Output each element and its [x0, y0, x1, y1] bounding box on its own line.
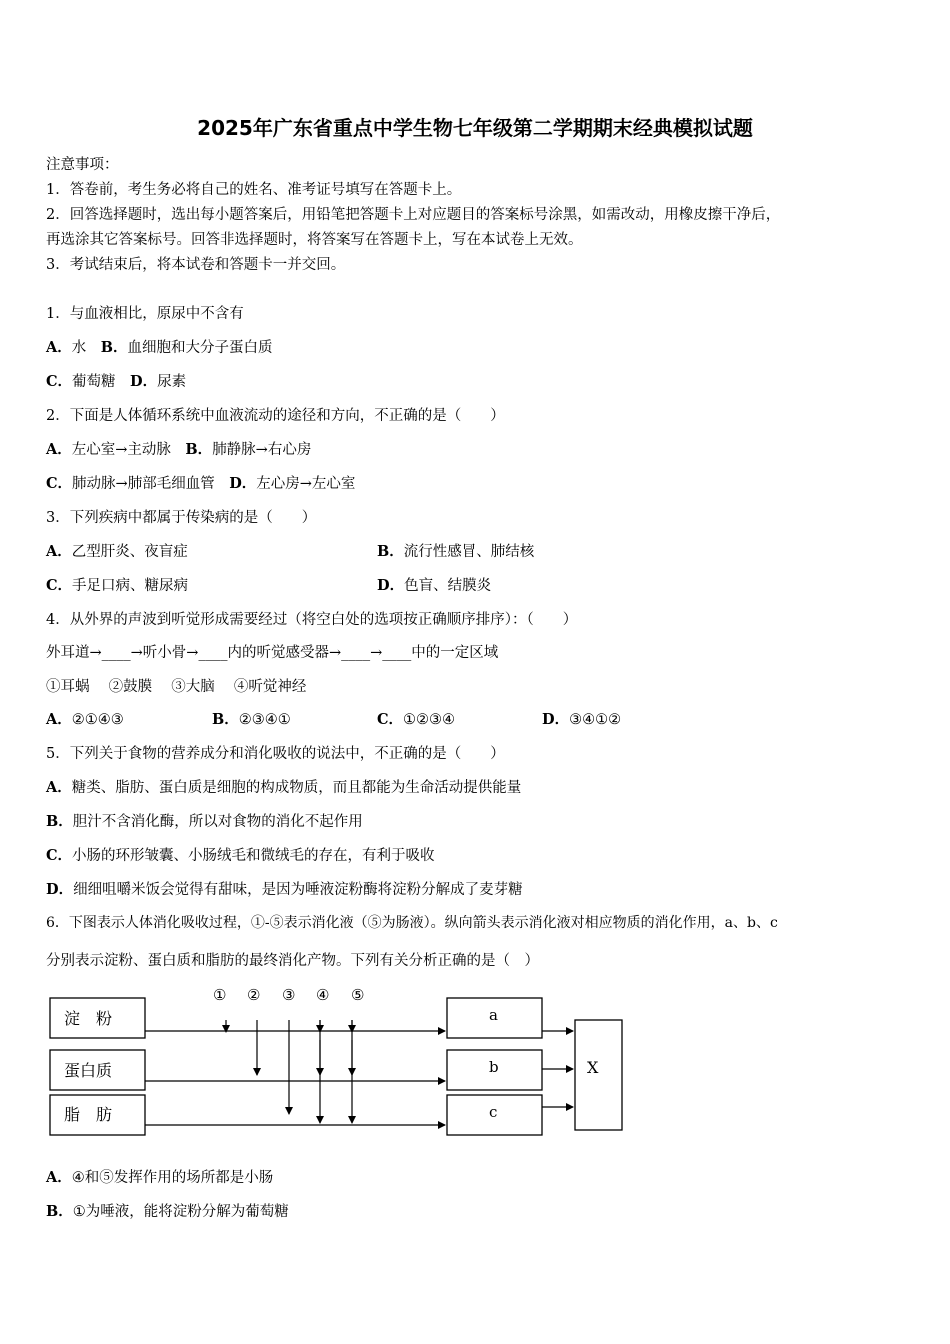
juice-1-label: ①	[213, 986, 227, 1004]
q6-option-b: ①为唾液，能将淀粉分解为葡萄糖	[72, 1204, 289, 1220]
option-label: D．	[377, 577, 405, 594]
q6-option-a: ④和⑤发挥作用的场所都是小肠	[71, 1170, 274, 1186]
option-label: D．	[542, 711, 570, 728]
q2-option-d[interactable]: 左心房→左心室	[256, 476, 356, 492]
q3-option-c-row[interactable]	[46, 574, 188, 595]
juice-3-label: ③	[282, 986, 296, 1004]
option-label: B．	[185, 441, 213, 458]
option-label: A．	[46, 1169, 72, 1186]
q1-options-cd	[46, 370, 186, 391]
q4-stem: 4．从外界的声波到听觉形成需要经过（将空白处的选项按正确顺序排序）：（ ）	[46, 612, 578, 628]
q1-option-c[interactable]: 葡萄糖	[72, 374, 116, 390]
q5-option-b-row[interactable]	[46, 810, 363, 831]
q3-option-d-row[interactable]	[377, 574, 491, 595]
option-label: D．	[46, 881, 74, 898]
fat-label: 脂 肪	[64, 1105, 113, 1124]
q2-option-a[interactable]: 左心室→主动脉	[71, 442, 171, 458]
x-box	[575, 1020, 622, 1130]
option-label: D．	[229, 475, 257, 492]
q5-option-b: 胆汁不含消化酶，所以对食物的消化不起作用	[72, 814, 363, 830]
notice-item-2-cont: 再选涂其它答案标号。回答非选择题时，将答案写在答题卡上，写在本试卷上无效。	[46, 232, 583, 248]
juice-4-label: ④	[316, 986, 330, 1004]
q4-option-a: ②①④③	[71, 712, 124, 728]
q2-option-b[interactable]: 肺静脉→右心房	[212, 442, 312, 458]
option-label: A．	[46, 711, 72, 728]
q5-option-d-row[interactable]	[46, 878, 523, 899]
option-label: B．	[46, 813, 73, 830]
protein-label: 蛋白质	[64, 1061, 113, 1080]
q3-option-a: 乙型肝炎、夜盲症	[71, 544, 188, 560]
q6-stem-line2: 分别表示淀粉、蛋白质和脂肪的最终消化产物。下列有关分析正确的是（ ）	[46, 953, 539, 969]
q2-options-ab	[46, 438, 311, 459]
product-a-label: a	[489, 1006, 498, 1024]
q1-options-ab	[46, 336, 273, 357]
q4-path: 外耳道→____→听小骨→____内的听觉感受器→____→____中的一定区域	[46, 645, 499, 661]
q4-option-a-row[interactable]	[46, 708, 124, 729]
q5-option-a: 糖类、脂肪、蛋白质是细胞的构成物质，而且都能为生命活动提供能量	[71, 780, 522, 796]
option-label: C．	[46, 373, 73, 390]
q4-choices: ①耳蜗 ②鼓膜 ③大脑 ④听觉神经	[46, 679, 307, 695]
page-title: 2025年广东省重点中学生物七年级第二学期期末经典模拟试题	[197, 116, 753, 140]
q4-option-b-row[interactable]	[212, 708, 291, 729]
q5-option-a-row[interactable]	[46, 776, 521, 797]
q6-option-b-row[interactable]	[46, 1200, 289, 1221]
notice-heading: 注意事项：	[46, 157, 119, 173]
juice-2-label: ②	[247, 986, 261, 1004]
q4-option-d-row[interactable]	[542, 708, 621, 729]
q5-option-c: 小肠的环形皱囊、小肠绒毛和微绒毛的存在，有利于吸收	[72, 848, 435, 864]
q5-stem: 5．下列关于食物的营养成分和消化吸收的说法中，不正确的是（ ）	[46, 746, 505, 762]
q3-option-a-row[interactable]	[46, 540, 188, 561]
option-label: C．	[46, 475, 73, 492]
q3-option-b: 流行性感冒、肺结核	[403, 544, 535, 560]
option-label: A．	[46, 543, 72, 560]
q5-option-c-row[interactable]	[46, 844, 435, 865]
q4-option-b: ②③④①	[238, 712, 291, 728]
q1-stem: 1．与血液相比，原尿中不含有	[46, 306, 244, 322]
option-label: A．	[46, 339, 72, 356]
juice-5-label: ⑤	[351, 986, 365, 1004]
option-label: C．	[377, 711, 404, 728]
q3-option-d: 色盲、结膜炎	[404, 578, 492, 594]
product-c-label: c	[489, 1103, 498, 1121]
notice-item-2: 2．回答选择题时，选出每小题答案后，用铅笔把答题卡上对应题目的答案标号涂黑，如需改动，用橡皮擦干净后，	[46, 207, 781, 223]
notice-item-1: 1．答卷前，考生务必将自己的姓名、准考证号填写在答题卡上。	[46, 182, 462, 198]
q4-option-c: ①②③④	[403, 712, 456, 728]
q2-option-c[interactable]: 肺动脉→肺部毛细血管	[72, 476, 215, 492]
starch-label: 淀 粉	[64, 1009, 113, 1028]
digestion-diagram	[0, 980, 950, 1140]
option-label: A．	[46, 779, 72, 796]
q4-option-c-row[interactable]	[377, 708, 455, 729]
q3-stem: 3．下列疾病中都属于传染病的是（ ）	[46, 510, 317, 526]
option-label: C．	[46, 577, 73, 594]
option-label: D．	[130, 373, 158, 390]
option-label: B．	[100, 339, 128, 356]
q6-option-a-row[interactable]	[46, 1166, 273, 1187]
notice-item-3: 3．考试结束后，将本试卷和答题卡一并交回。	[46, 257, 346, 273]
option-label: B．	[377, 543, 404, 560]
option-label: B．	[46, 1203, 73, 1220]
product-b-label: b	[489, 1058, 499, 1076]
q1-option-a[interactable]: 水	[71, 340, 87, 356]
q2-stem: 2．下面是人体循环系统中血液流动的途径和方向，不正确的是（ ）	[46, 408, 505, 424]
q3-option-c: 手足口病、糖尿病	[72, 578, 189, 594]
q1-option-b[interactable]: 血细胞和大分子蛋白质	[127, 340, 273, 356]
x-label: X	[587, 1058, 599, 1077]
q1-option-d[interactable]: 尿素	[157, 374, 187, 390]
q4-option-d: ③④①②	[569, 712, 622, 728]
option-label: B．	[212, 711, 239, 728]
q2-options-cd	[46, 472, 355, 493]
option-label: A．	[46, 441, 72, 458]
option-label: C．	[46, 847, 73, 864]
q6-stem-line1: 6．下图表示人体消化吸收过程，①-⑤表示消化液（⑤为肠液）。纵向箭头表示消化液对相应物质的消化作用，a、b、c	[46, 915, 778, 931]
q3-option-b-row[interactable]	[377, 540, 534, 561]
q5-option-d: 细细咀嚼米饭会觉得有甜味，是因为唾液淀粉酶将淀粉分解成了麦芽糖	[73, 882, 523, 898]
